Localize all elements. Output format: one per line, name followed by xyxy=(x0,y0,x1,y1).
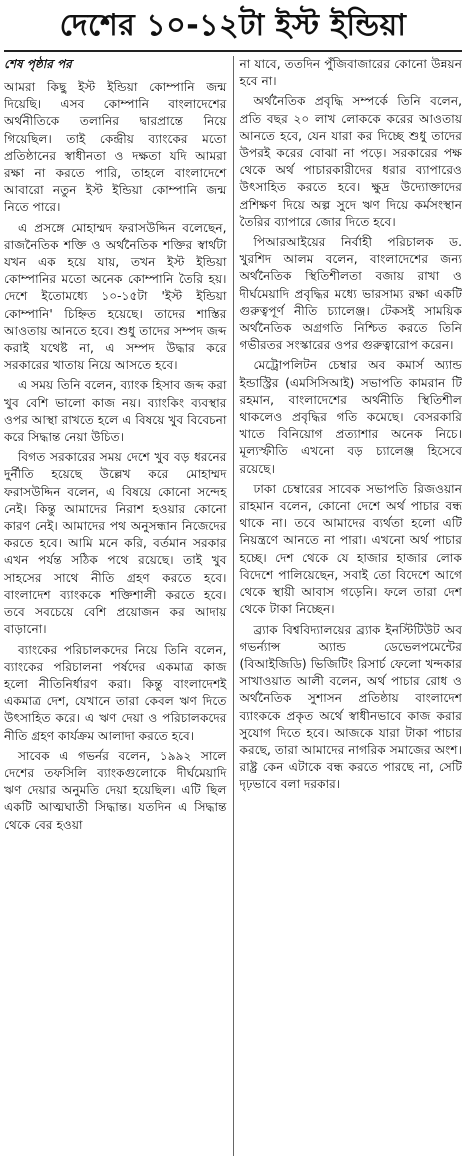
left-paragraph-2: এ প্রসঙ্গে মোহাম্মদ ফরাসউদ্দিন বলেছেন, রাজনৈতিক শক্তি ও অর্থনৈতিক শক্তির স্বার্থটা যখন এক হয়ে যায়, তখন ইস্ট ইন্ডিয়া কোম্পানির মতো অনেক কোম্পানি তৈরি হয়। দেশে ইতোমধ্যে ১০-১৫টা 'ইস্ট ইন্ডিয়া কোম্পানি' চিহ্নিত হয়েছে। তাদের শাস্তির আওতায় আনতে হবে। শুধু তাদের সম্পদ জব্দ করাই যথেষ্ট না, এ সম্পদ উদ্ধার করে সরকারের খাতায় নিয়ে আসতে হবে। xyxy=(4,220,227,373)
left-column xyxy=(4,56,233,1156)
left-paragraph-3: এ সময় তিনি বলেন, ব্যাংক হিসাব জব্দ করা খুব বেশি ভালো কাজ নয়। ব্যাংকিং ব্যবস্থার ওপর আস্থা রাখতে হলে এ বিষয়ে খুব বিবেচনা করে সিদ্ধান্ত নেয়া উচিত। xyxy=(4,378,227,445)
headline-rule xyxy=(4,50,462,52)
continued-from-label: শেষ পৃষ্ঠার পর xyxy=(4,57,72,71)
right-column xyxy=(234,56,463,1156)
article-columns xyxy=(4,56,462,1156)
headline: দেশের ১০-১২টা ইস্ট ইন্ডিয়া xyxy=(59,8,407,43)
left-paragraph-6: সাবেক এ গভর্নর বলেন, ১৯৯২ সালে দেশের তফসিলি ব্যাংকগুলোকে দীর্ঘমেয়াদি ঋণ দেয়ার অনুমতি দেয়া হয়েছিল। এটি ছিল একটি আত্মঘাতী সিদ্ধান্ত। যতদিন এ সিদ্ধান্ত থেকে বের হওয়া xyxy=(4,748,227,832)
right-paragraph-4: মেট্রোপলিটন চেম্বার অব কমার্স অ্যান্ড ইন্ডাস্ট্রির (এমসিসিআই) সভাপতি কামরান টি রহমান, বাংলাদেশের অর্থনীতি স্থিতিশীল থাকলেও প্রবৃদ্ধির গতি কমেছে। বেসরকারি খাতে বিনিয়োগ প্রত্যাশার অনেক নিচে। মূল্যস্ফীতি এখনো বড় চ্যালেঞ্জ হিসেবে রয়েছে। xyxy=(239,358,462,476)
right-paragraph-6: ব্র্যাক বিশ্ববিদ্যালয়ের ব্র্যাক ইনস্টিটিউট অব গভর্ন্যান্স অ্যান্ড ডেভেলপমেন্টের (বিআইজিডি) ভিজিটিং রিসার্চ ফেলো খন্দকার সাখাওয়াত আলী বলেন, অর্থ পাচার রোধ ও অর্থনৈতিক সুশাসন প্রতিষ্ঠায় বাংলাদেশ ব্যাংককে প্রকৃত অর্থে স্বাধীনভাবে কাজ করার সুযোগ দিতে হবে। আজকে যারা টাকা পাচার করছে, তারা আমাদের নাগরিক সমাজের অংশ। রাষ্ট্র কেন এটাকে বন্ধ করতে পারছে না, সেটি দৃঢ়ভাবে বলা দরকার। xyxy=(239,622,462,792)
right-paragraph-2: অর্থনৈতিক প্রবৃদ্ধি সম্পর্কে তিনি বলেন, প্রতি বছর ২০ লাখ লোককে করের আওতায় আনতে হবে, যেন যারা কর দিচ্ছে শুধু তাদের উপরই করের বোঝা না পড়ে। সরকারের পক্ষ থেকে অর্থ পাচারকারীদের ধরার ব্যাপারেও উৎসাহিত করতে হবে। ক্ষুদ্র উদ্যোক্তাদের প্রশিক্ষণ দিয়ে অল্প সুদে ঋণ দিয়ে কর্মসংস্থান তৈরির ব্যাপারে জোর দিতে হবে। xyxy=(239,94,462,229)
left-paragraph-4: বিগত সরকারের সময় দেশে খুব বড় ধরনের দুর্নীতি হয়েছে উল্লেখ করে মোহাম্মদ ফরাসউদ্দিন বলেন, এ বিষয়ে কোনো সন্দেহ নেই। কিন্তু আমাদের নিরাশ হওয়ার কোনো কারণ নেই। আমাদের পথ অনুসন্ধান নিজেদের করতে হবে। আমি মনে করি, বর্তমান সরকার এখন পর্যন্ত সঠিক পথে রয়েছে। তাই খুব সাহসের সাথে নীতি গ্রহণ করতে হবে। বাংলাদেশ ব্যাংককে শক্তিশালী করতে হবে। তবে সবচেয়ে বেশি প্রয়োজন কর আদায় বাড়ানো। xyxy=(4,450,227,637)
right-paragraph-3: পিআরআইয়ের নির্বাহী পরিচালক ড. খুরশিদ আলম বলেন, বাংলাদেশের জন্য অর্থনৈতিক স্থিতিশীলতা বজায় রাখা ও দীর্ঘমেয়াদি প্রবৃদ্ধির মধ্যে ভারসাম্য রক্ষা একটি গুরুত্বপূর্ণ নীতি চ্যালেঞ্জ। টেকসই সাময়িক অর্থনৈতিক অগ্রগতি নিশ্চিত করতে তিনি গভীরতর সংস্কারের ওপর গুরুত্বারোপ করেন। xyxy=(239,235,462,353)
left-paragraph-1: আমরা কিছু ইস্ট ইন্ডিয়া কোম্পানি জন্ম দিয়েছি। এসব কোম্পানি বাংলাদেশের অর্থনীতিকে তলানির দ্বারপ্রান্তে নিয়ে গিয়েছিল। তাই কেন্দ্রীয় ব্যাংকের মতো প্রতিষ্ঠানের স্বাধীনতা ও দক্ষতা যদি আমরা রক্ষা না করতে পারি, তাহলে বাংলাদেশে আবারো নতুন ইস্ট ইন্ডিয়া কোম্পানি জন্ম নিতে পারে। xyxy=(4,80,227,215)
right-paragraph-5: ঢাকা চেম্বারের সাবেক সভাপতি রিজওয়ান রাহমান বলেন, কোনো দেশে অর্থ পাচার বন্ধ থাকে না। তবে আমাদের ব্যর্থতা হলো এটি নিয়ন্ত্রণে আনতে না পারা। এখনো অর্থ পাচার হচ্ছে। দেশ থেকে যে হাজার হাজার লোক বিদেশে পালিয়েছেন, সবাই তো বিদেশে আগে থেকে স্থায়ী আবাস গড়েনি। ফলে তারা দেশ থেকে টাকা নিচ্ছেন। xyxy=(239,481,462,617)
left-paragraph-5: ব্যাংকের পরিচালকদের নিয়ে তিনি বলেন, ব্যাংকের পরিচালনা পর্ষদের একমাত্র কাজ হলো নীতিনির্ধারণ করা। কিন্তু বাংলাদেশই একমাত্র দেশ, যেখানে তারা কেবল ঋণ দিতে উৎসাহিত করে। এ ঋণ দেয়া ও পরিচালকদের নীতি গ্রহণ কার্যক্রম আলাদা করতে হবে। xyxy=(4,642,227,743)
right-paragraph-1: না যাবে, ততদিন পুঁজিবাজারের কোনো উন্নয়ন হবে না। xyxy=(239,57,462,89)
